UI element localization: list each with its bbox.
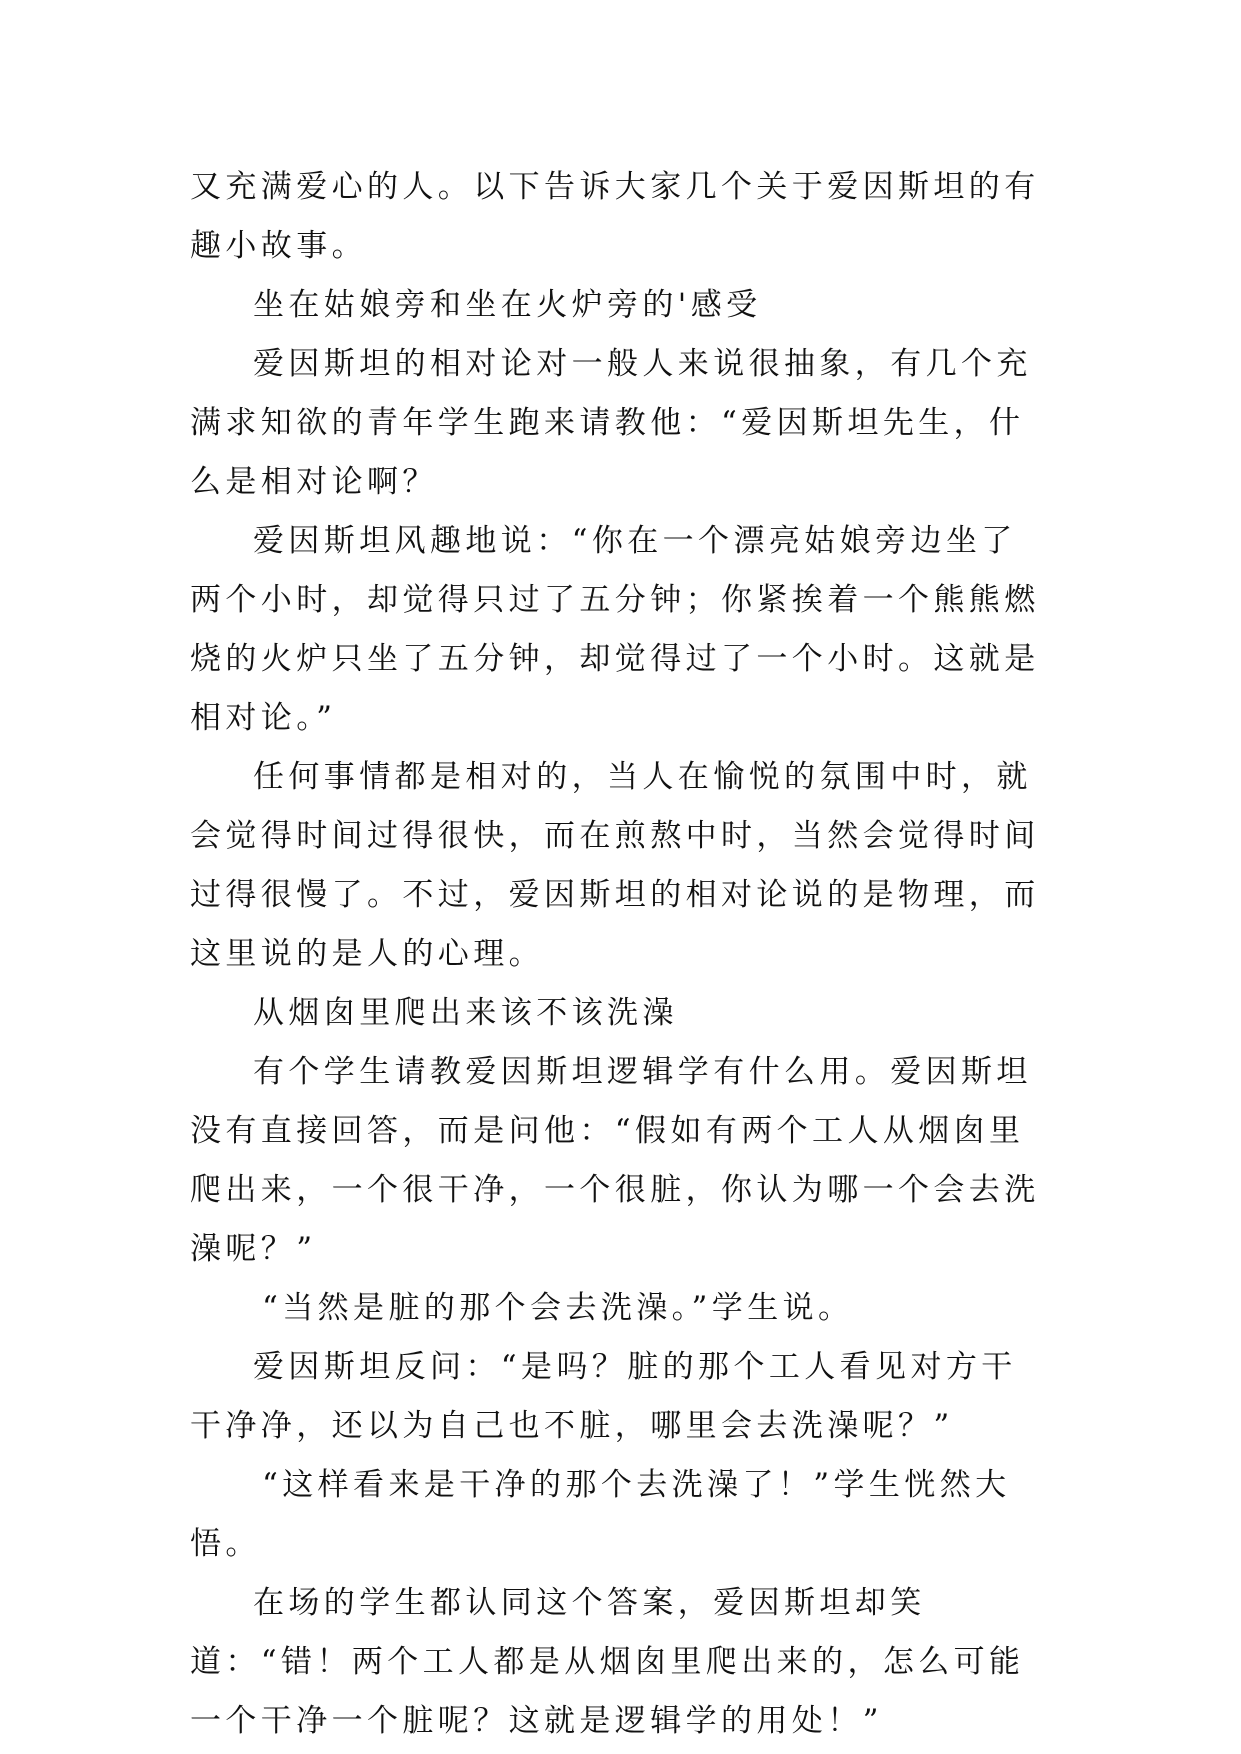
paragraph-student-answer-dirty: “当然是脏的那个会去洗澡。”学生说。 — [262, 1290, 854, 1326]
paragraph-intro-continuation: 又充满爱心的人。以下告诉大家几个关于爱因斯坦的有趣小故事。 — [190, 169, 1040, 264]
paragraph-student-answer-clean: “这样看来是干净的那个去洗澡了！”学生恍然大悟。 — [190, 1467, 1011, 1562]
paragraph-relativity-commentary: 任何事情都是相对的，当人在愉悦的氛围中时，就会觉得时间过得很快，而在煎熬中时，当然会觉得时间过得很慢了。不过，爱因斯坦的相对论说的是物理，而这里说的是人的心理。 — [190, 759, 1040, 972]
paragraph-einstein-explains-relativity: 爱因斯坦风趣地说：“你在一个漂亮姑娘旁边坐了两个小时，却觉得只过了五分钟；你紧挨着一个熊熊燃烧的火炉只坐了五分钟，却觉得过了一个小时。这就是相对论。” — [190, 523, 1040, 736]
section-heading-girl-and-stove: 坐在姑娘旁和坐在火炉旁的'感受 — [253, 287, 762, 323]
section-heading-chimney-bath: 从烟囱里爬出来该不该洗澡 — [253, 995, 678, 1031]
document-body — [190, 158, 1052, 1751]
paragraph-students-ask-relativity: 爱因斯坦的相对论对一般人来说很抽象，有几个充满求知欲的青年学生跑来请教他：“爱因斯坦先生，什么是相对论啊？ — [190, 346, 1032, 500]
paragraph-einstein-counter-question: 爱因斯坦反问：“是吗？脏的那个工人看见对方干干净净，还以为自己也不脏，哪里会去洗澡呢？” — [190, 1349, 1017, 1444]
paragraph-logic-question: 有个学生请教爱因斯坦逻辑学有什么用。爱因斯坦没有直接回答，而是问他：“假如有两个工人从烟囱里爬出来，一个很干净，一个很脏，你认为哪一个会去洗澡呢？” — [190, 1054, 1040, 1267]
paragraph-logic-conclusion: 在场的学生都认同这个答案，爱因斯坦却笑道：“错！两个工人都是从烟囱里爬出来的，怎么可能一个干净一个脏呢？这就是逻辑学的用处！” — [190, 1585, 1025, 1739]
